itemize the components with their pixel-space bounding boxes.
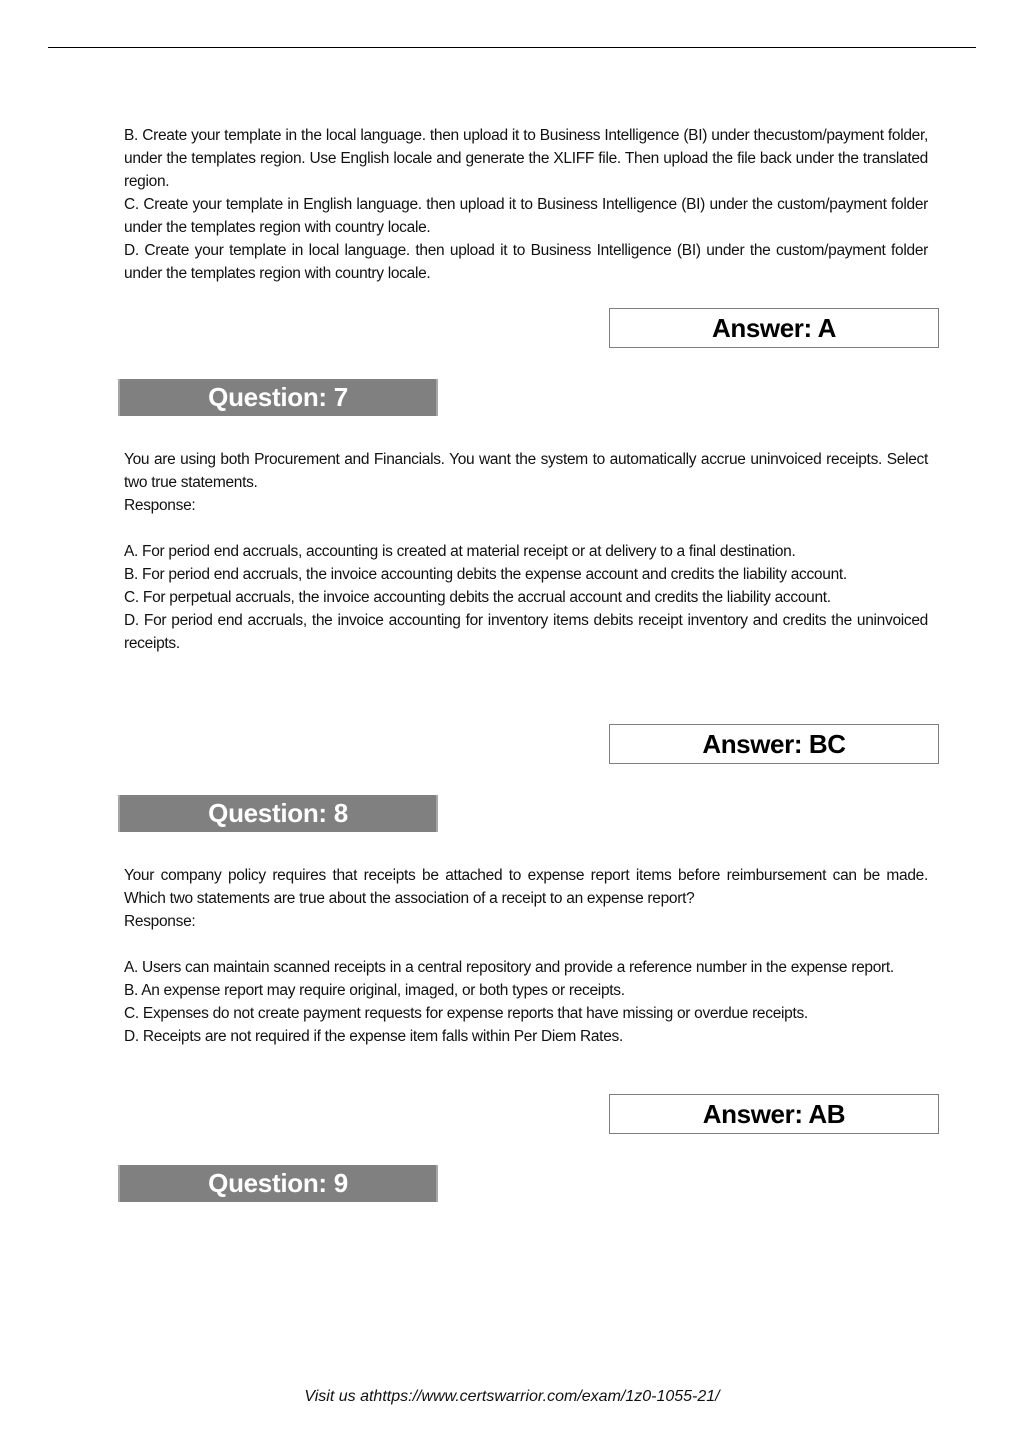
question-7-option-d: D. For period end accruals, the invoice accounting for inventory items debits receipt inventory and credits the uninvoiced receipts. — [124, 612, 928, 652]
question-7-response-label: Response: — [124, 497, 196, 514]
question-7-body — [124, 448, 928, 655]
answer-box-question-7: Answer: BC — [609, 724, 939, 764]
option-c: C. Create your template in English language. then upload it to Business Intelligence (BI) under the custom/payment folder under the templates region with country locale. — [124, 196, 928, 236]
question-8-option-b: B. An expense report may require original, imaged, or both types or receipts. — [124, 982, 625, 999]
question-8-heading: Question: 8 — [118, 795, 438, 832]
footer-link[interactable]: Visit us athttps://www.certswarrior.com/exam/1z0-1055-21/ — [304, 1388, 720, 1405]
question-8-option-d: D. Receipts are not required if the expense item falls within Per Diem Rates. — [124, 1028, 623, 1045]
answer-box-question-8: Answer: AB — [609, 1094, 939, 1134]
previous-question-options — [124, 124, 928, 285]
option-b: B. Create your template in the local language. then upload it to Business Intelligence (BI) under thecustom/payment folder, under the templates region. Use English locale and generate the XLIFF file. Then upload the file back under the translated region. — [124, 127, 928, 190]
question-8-prompt: Your company policy requires that receipts be attached to expense report items before reimbursement can be made. Which two statements are true about the association of a receipt to an expense report? — [124, 867, 928, 907]
question-7-heading: Question: 7 — [118, 379, 438, 416]
header-rule — [48, 47, 976, 48]
answer-box-previous: Answer: A — [609, 308, 939, 348]
question-7-option-a: A. For period end accruals, accounting is created at material receipt or at delivery to a final destination. — [124, 543, 796, 560]
question-8-body — [124, 864, 928, 1048]
question-7-option-b: B. For period end accruals, the invoice accounting debits the expense account and credits the liability account. — [124, 566, 847, 583]
question-8-response-label: Response: — [124, 913, 196, 930]
question-8-option-c: C. Expenses do not create payment requests for expense reports that have missing or overdue receipts. — [124, 1005, 808, 1022]
question-8-option-a: A. Users can maintain scanned receipts in a central repository and provide a reference number in the expense report. — [124, 959, 894, 976]
question-7-option-c: C. For perpetual accruals, the invoice accounting debits the accrual account and credits the liability account. — [124, 589, 831, 606]
option-d: D. Create your template in local language. then upload it to Business Intelligence (BI) under the custom/payment folder under the templates region with country locale. — [124, 242, 928, 282]
question-7-prompt: You are using both Procurement and Financials. You want the system to automatically accrue uninvoiced receipts. Select two true statements. — [124, 451, 928, 491]
question-9-heading: Question: 9 — [118, 1165, 438, 1202]
